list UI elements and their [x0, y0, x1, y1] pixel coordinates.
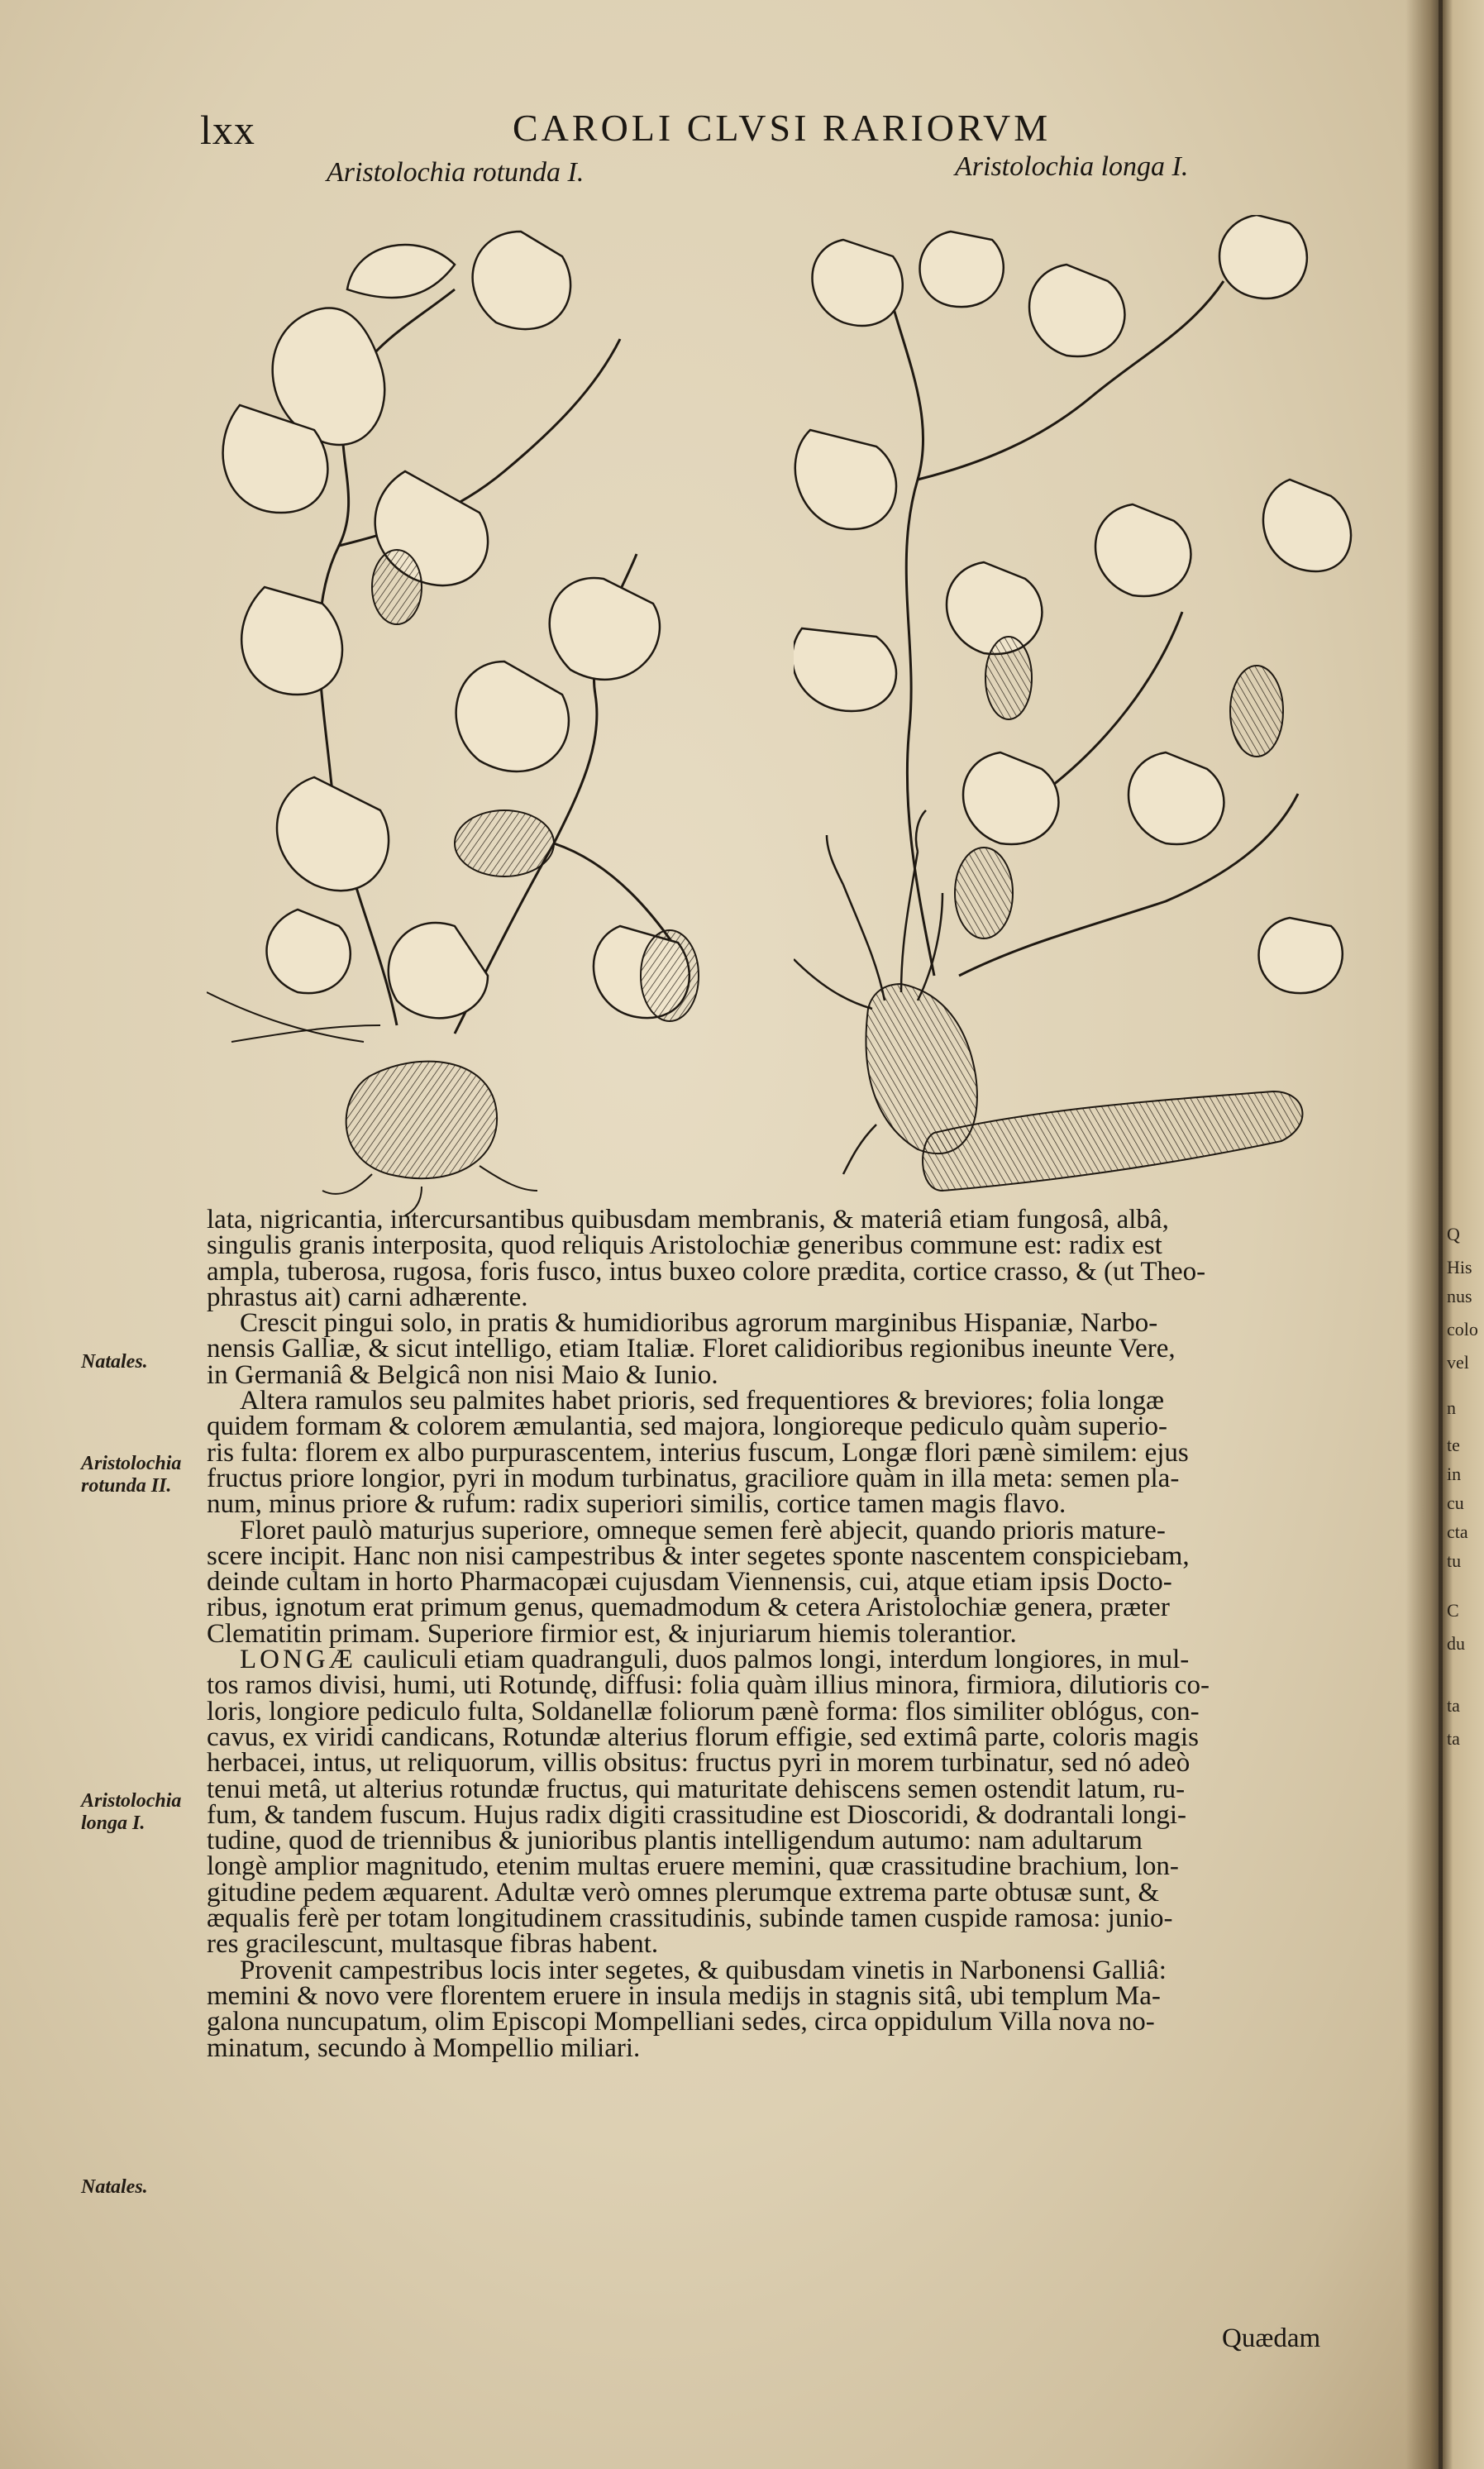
page-number: lxx — [200, 107, 255, 153]
facing-page-edge — [1443, 0, 1484, 2469]
woodcut-aristolochia-rotunda — [207, 198, 777, 1215]
text-line: minatum, secundo à Mompellio miliari. — [207, 2032, 641, 2063]
text-line — [207, 1647, 1364, 1673]
caption-aristolochia-longa: Aristolochia longa I. — [955, 151, 1189, 182]
text-line: res gracilescunt, multasque fibras habent. — [207, 1929, 659, 1960]
paragraph-fruit-description — [207, 1207, 1364, 1311]
text-line: fructus priore longior, pyri in modum turbinatus, graciliore quàm in illa meta: semen pla- — [207, 1463, 1180, 1493]
body-text — [207, 1207, 1364, 2061]
text-line: loris, longiore pediculo fulta, Soldanellæ foliorum pænè forma: flos similiter oblógus, con- — [207, 1696, 1200, 1726]
facing-page-fragment: nus — [1447, 1286, 1472, 1306]
text-line: Provenit campestribus locis inter segetes, & quibusdam vinetis in Narbonensi Galliâ: — [240, 1955, 1167, 1985]
text-line: num, minus priore & rufum: radix superiori similis, cortice tamen magis flavo. — [207, 1489, 1066, 1520]
catchword: Quædam — [1222, 2323, 1321, 2353]
facing-page-fragment: du — [1447, 1633, 1465, 1654]
margin-note-aristolochia-rotunda-ii: Aristolochia rotunda II. — [81, 1453, 182, 1497]
facing-page-fragment: cu — [1447, 1492, 1464, 1513]
facing-page-fragment: vel — [1447, 1352, 1469, 1373]
facing-page-fragment: colo — [1447, 1319, 1478, 1340]
facing-page-fragment: Q — [1447, 1224, 1460, 1244]
caption-aristolochia-rotunda: Aristolochia rotunda I. — [327, 157, 585, 188]
facing-page-fragment: C — [1447, 1600, 1459, 1621]
text-line: Altera ramulos seu palmites habet prioris, sed frequentiores & breviores; folia longæ — [240, 1386, 1165, 1416]
text-line: fum, & tandem fuscum. Hujus radix digiti crassitudine est Dioscoridi, & dodrantali longi- — [207, 1799, 1187, 1830]
text-line: tos ramos divisi, humi, uti Rotundę, diffusi: folia quàm illius minora, firmiora, dilutioris co- — [207, 1670, 1210, 1701]
text-line: gitudine pedem æquarent. Adultæ verò omnes plerumque extrema parte obtusæ sunt, & — [207, 1877, 1160, 1908]
lead-word: LONGÆ — [240, 1645, 356, 1675]
text-line: memini & novo vere florentem eruere in insula medijs in stagnis sitâ, ubi templum Ma- — [207, 1980, 1161, 2011]
text-line: nensis Galliæ, & sicut intelligo, etiam Italiæ. Floret calidioribus regionibus ineunte Vere, — [207, 1334, 1176, 1364]
facing-page-fragment: in — [1447, 1464, 1462, 1484]
paragraph-natales-2 — [207, 1955, 1364, 2063]
book-gutter — [1405, 0, 1447, 2469]
text-line: longè amplior magnitudo, etenim multas eruere memini, quæ crassitudine brachium, lon- — [207, 1851, 1179, 1882]
text-line: æqualis ferè per totam longitudinem crassitudinis, subinde tamen cuspide ramosa: junio- — [207, 1903, 1173, 1934]
facing-page-fragment: cta — [1447, 1521, 1468, 1542]
text-line: tenui metâ, ut alterius rotundæ fructus, qui maturitate dehiscens semen ostendit latum, ru- — [207, 1774, 1186, 1804]
facing-page-fragment: ta — [1447, 1728, 1460, 1749]
margin-note-natales-2: Natales. — [81, 2176, 148, 2198]
text-line: Crescit pingui solo, in pratis & humidioribus agrorum marginibus Hispaniæ, Narbo- — [240, 1308, 1158, 1339]
facing-page-fragment: ta — [1447, 1695, 1460, 1716]
paragraph-flowering — [207, 1515, 1364, 1649]
text-line: tudine, quod de triennibus & junioribus plantis intelligendum autumo: nam adultarum — [207, 1826, 1143, 1856]
text-line: singulis granis interposita, quod reliquis Aristolochiæ generibus commune est: radix est — [207, 1230, 1162, 1261]
text-line-rest: cauliculi etiam quadranguli, duos palmos longi, interdum longiores, in mul- — [363, 1645, 1190, 1675]
text-line: in Germaniâ & Belgicâ non nisi Maio & Iunio. — [207, 1359, 718, 1390]
text-line: phrastus ait) carni adhærente. — [207, 1282, 528, 1312]
margin-note-natales-1: Natales. — [81, 1351, 148, 1373]
text-line: cavus, ex viridi candicans, Rotundæ alterius florum effigie, sed extimâ parte, coloris magis — [207, 1722, 1199, 1752]
text-line: quidem formam & colorem æmulantia, sed majora, longioreque pediculo quàm superio- — [207, 1411, 1168, 1442]
paragraph-natales-1 — [207, 1308, 1364, 1390]
text-line: galona nuncupatum, olim Episcopi Mompelliani sedes, circa oppidulum Villa nova no- — [207, 2007, 1155, 2037]
paragraph-longa — [207, 1647, 1364, 1958]
text-line: ribus, ignotum erat primum genus, quemadmodum & cetera Aristolochiæ genera, præter — [207, 1593, 1170, 1623]
facing-page-fragment: n — [1447, 1397, 1456, 1418]
margin-note-aristolochia-longa-i: Aristolochia longa I. — [81, 1790, 182, 1834]
facing-page-fragment: tu — [1447, 1550, 1462, 1571]
paragraph-rotunda-ii — [207, 1386, 1364, 1520]
text-line: ampla, tuberosa, rugosa, foris fusco, intus buxeo colore prædita, cortice crasso, & (ut Theo- — [207, 1256, 1206, 1287]
text-line: deinde cultam in horto Pharmacopæi cujusdam Viennensis, cui, atque etiam ipsis Docto- — [207, 1567, 1172, 1597]
facing-page-fragment: His — [1447, 1257, 1472, 1277]
woodcut-aristolochia-longa — [794, 215, 1356, 1199]
facing-page-fragment: te — [1447, 1435, 1460, 1455]
text-line: Clematitin primam. Superiore firmior est, & injuriarum hiemis tolerantior. — [207, 1618, 1017, 1649]
text-line: lata, nigricantia, intercursantibus quibusdam membranis, & materiâ etiam fungosâ, albâ, — [207, 1205, 1169, 1234]
text-line: scere incipit. Hanc non nisi campestribus & inter segetes sponte nascentem conspiciebam, — [207, 1540, 1190, 1571]
text-line: Floret paulò maturjus superiore, omneque semen ferè abjecit, quando prioris mature- — [240, 1515, 1166, 1545]
running-title: CAROLI CLVSI RARIORVM — [513, 107, 1052, 149]
text-line: herbacei, intus, ut reliquorum, villis obsitus: fructus pyri in morem turbinatur, sed nó adeò — [207, 1748, 1191, 1779]
text-line: ris fulta: florem ex albo purpurascentem, interius fuscum, Longæ flori pænè similem: ejus — [207, 1437, 1189, 1468]
